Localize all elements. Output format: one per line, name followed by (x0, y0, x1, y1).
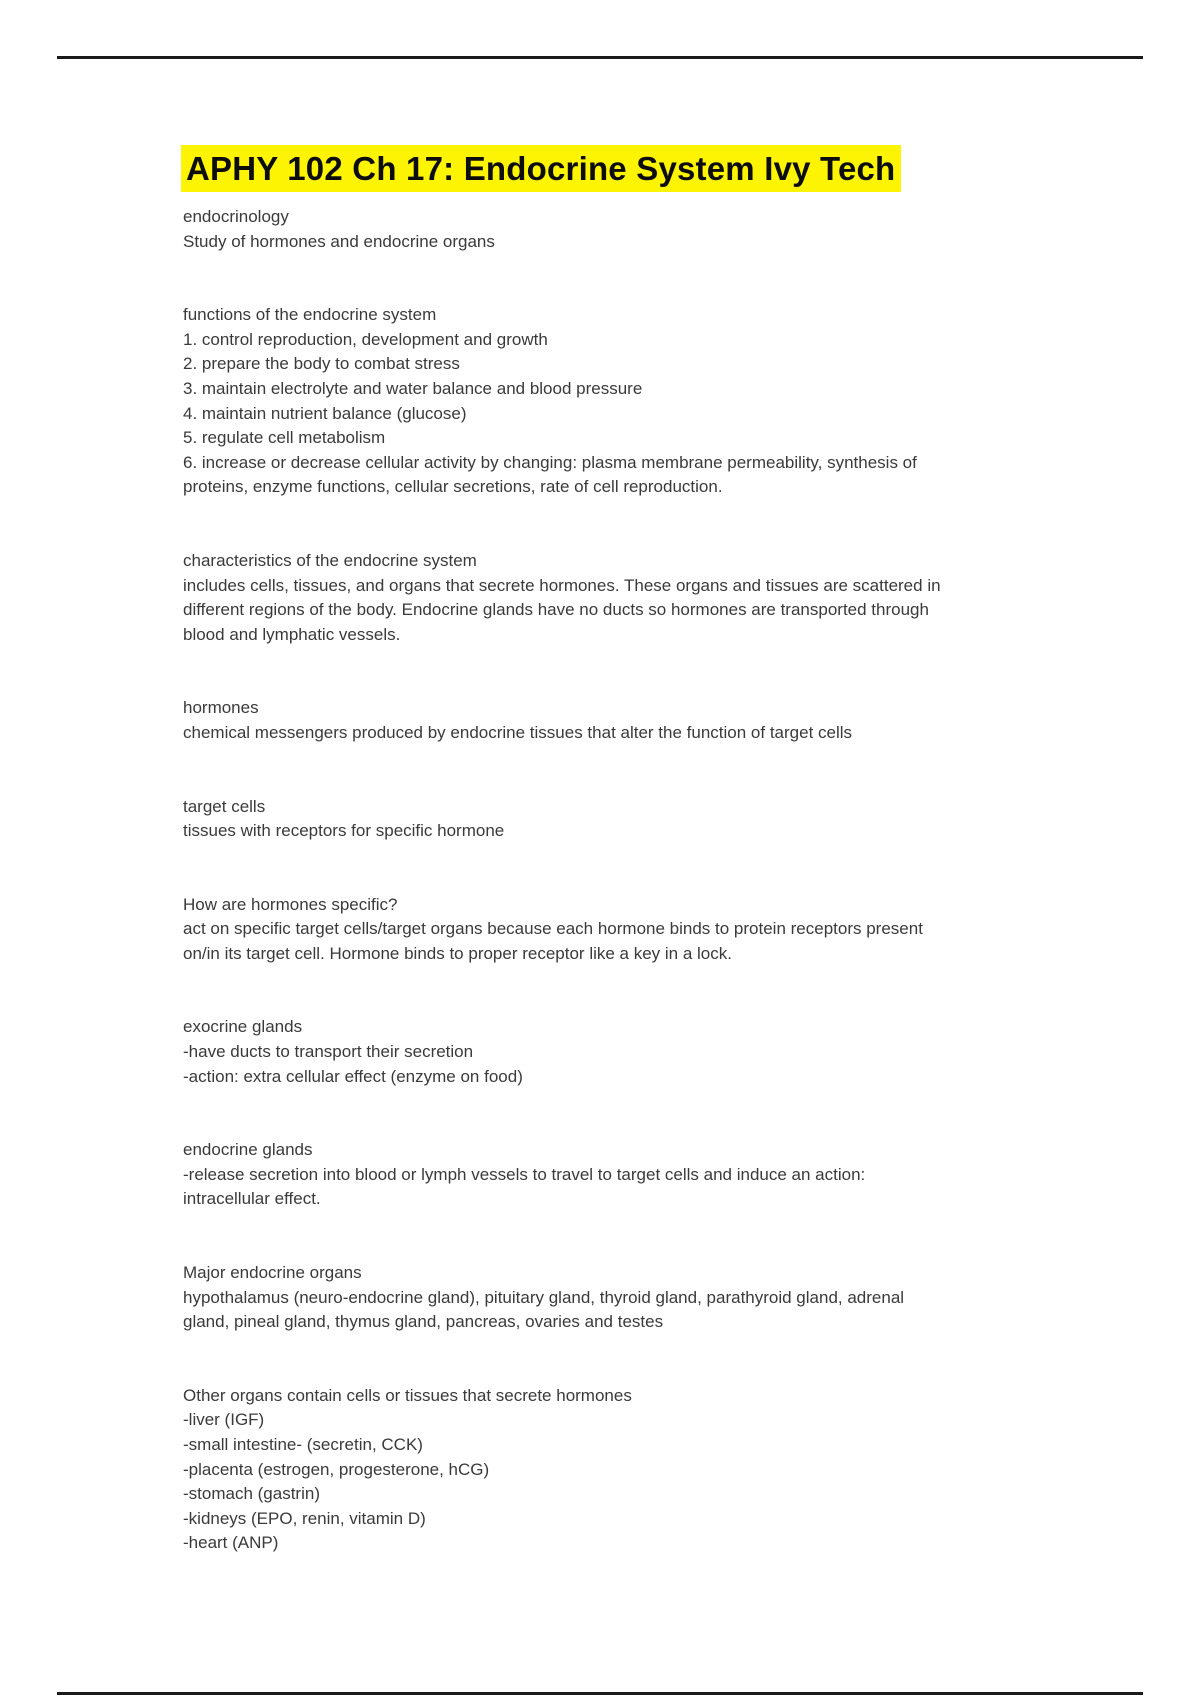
definition-line: 2. prepare the body to combat stress (183, 354, 460, 374)
definition-line: 3. maintain electrolyte and water balance and blood pressure (183, 378, 643, 398)
page-title-row (181, 145, 1181, 192)
definition-block (181, 303, 1181, 500)
definition-line: -small intestine- (secretin, CCK) (183, 1435, 423, 1454)
term: Other organs contain cells or tissues that secrete hormones (183, 1385, 632, 1405)
definition-line: -kidneys (EPO, renin, vitamin D) (183, 1508, 426, 1528)
definition-block (181, 549, 1181, 647)
definition-line: -liver (IGF) (183, 1410, 265, 1430)
definition-line: 6. increase or decrease cellular activity by changing: plasma membrane permeability, synthesis of (183, 452, 917, 472)
term: hormones (183, 698, 259, 718)
definition-line: proteins, enzyme functions, cellular secretions, rate of cell reproduction. (183, 477, 723, 497)
definition-line: blood and lymphatic vessels. (183, 624, 401, 644)
term: endocrine glands (183, 1140, 313, 1160)
header-rule (57, 56, 1143, 59)
definition-line: 1. control reproduction, development and growth (183, 329, 548, 349)
definition-line: 4. maintain nutrient balance (glucose) (183, 403, 467, 423)
definition-block (181, 1261, 1181, 1335)
definition-block (181, 795, 1181, 844)
term: Major endocrine organs (183, 1263, 362, 1283)
definition-block (181, 1015, 1181, 1089)
definition-line: includes cells, tissues, and organs that secrete hormones. These organs and tissues are scattered in (183, 575, 941, 595)
term: exocrine glands (183, 1017, 303, 1037)
term: target cells (183, 796, 266, 816)
definition-line: gland, pineal gland, thymus gland, pancreas, ovaries and testes (183, 1312, 664, 1332)
term: functions of the endocrine system (183, 305, 437, 325)
term: How are hormones specific? (183, 894, 398, 914)
definition-line: chemical messengers produced by endocrine tissues that alter the function of target cells (183, 722, 853, 742)
term: characteristics of the endocrine system (183, 550, 477, 570)
term: endocrinology (183, 207, 289, 226)
definition-line: 5. regulate cell metabolism (183, 428, 386, 448)
definition-line: hypothalamus (neuro-endocrine gland), pituitary gland, thyroid gland, parathyroid gland, adrenal (183, 1287, 905, 1307)
definition-line: different regions of the body. Endocrine glands have no ducts so hormones are transported through (183, 600, 929, 620)
definition-line: act on specific target cells/target organs because each hormone binds to protein receptors present (183, 919, 923, 939)
footer-rule (57, 1692, 1143, 1695)
definition-line: -release secretion into blood or lymph vessels to travel to target cells and induce an action: (183, 1164, 866, 1184)
definition-line: Study of hormones and endocrine organs (183, 231, 495, 251)
definition-block (181, 696, 1181, 745)
definition-line: -placenta (estrogen, progesterone, hCG) (183, 1459, 490, 1479)
definition-line: intracellular effect. (183, 1189, 321, 1209)
definition-list (181, 205, 1181, 1556)
definition-block (181, 205, 1181, 254)
definition-block (181, 893, 1181, 967)
definition-block (181, 1138, 1181, 1212)
definition-line: tissues with receptors for specific hormone (183, 821, 505, 841)
definition-line: -have ducts to transport their secretion (183, 1042, 474, 1062)
definition-line: -action: extra cellular effect (enzyme on food) (183, 1066, 523, 1086)
definition-line: -heart (ANP) (183, 1533, 279, 1553)
definition-line: on/in its target cell. Hormone binds to proper receptor like a key in a lock. (183, 943, 732, 963)
document-content (181, 145, 1181, 1556)
page-title: APHY 102 Ch 17: Endocrine System Ivy Tech (181, 145, 901, 192)
definition-block (181, 1384, 1181, 1556)
definition-line: -stomach (gastrin) (183, 1484, 320, 1504)
